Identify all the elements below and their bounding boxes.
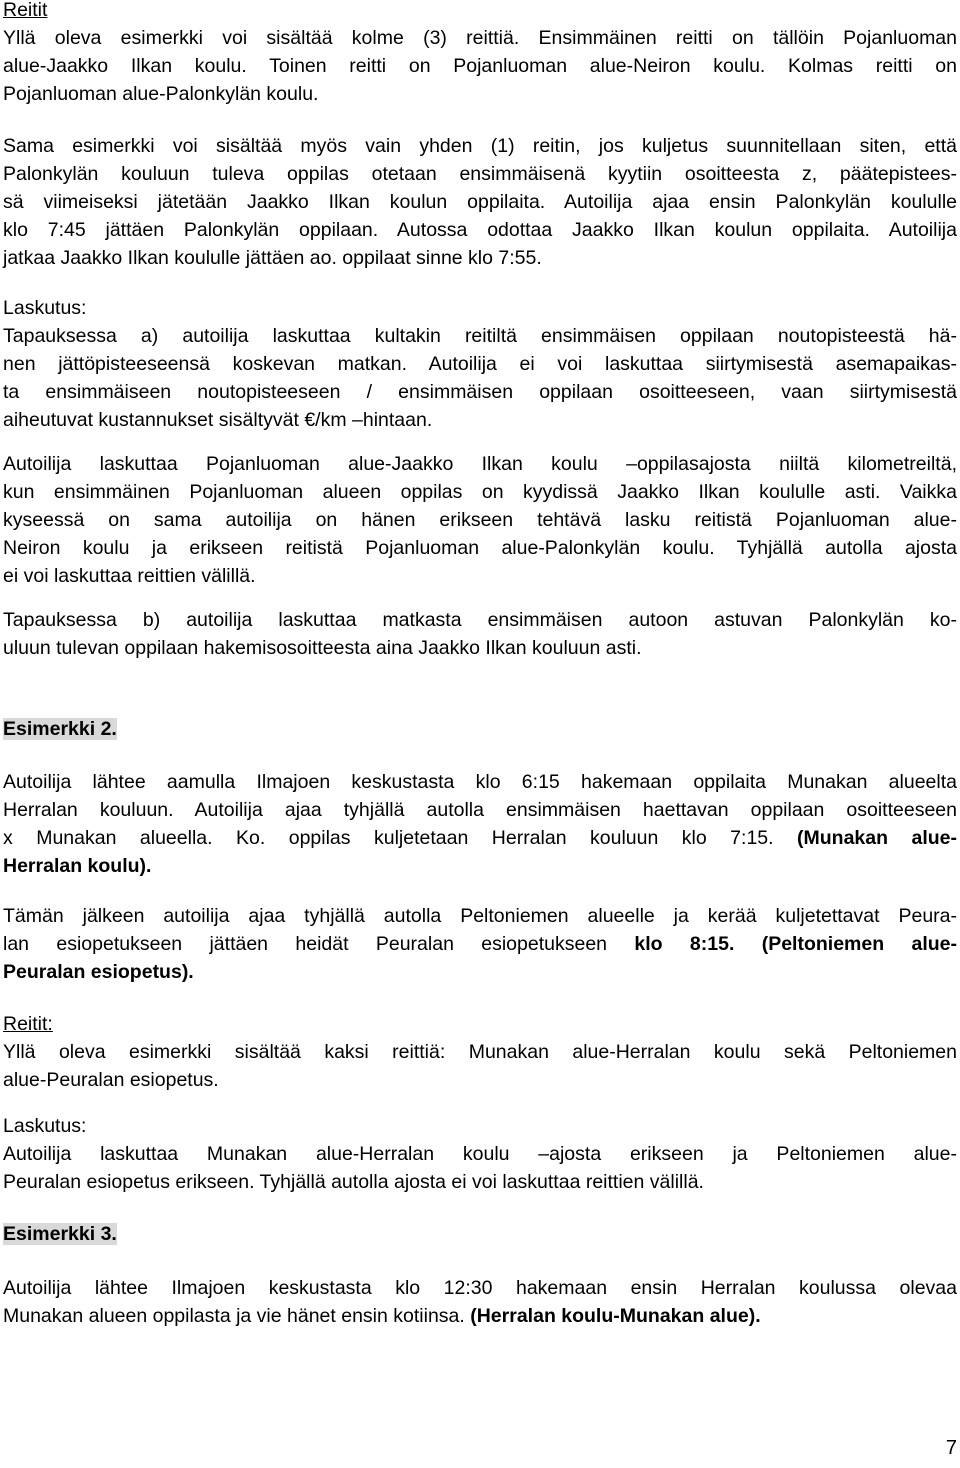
route-label-bold: Peuralan esiopetus). (3, 961, 194, 983)
paragraph-line: ei voi laskuttaa reittien välillä. (3, 565, 256, 587)
esimerkki-3-heading: Esimerkki 3. (3, 1223, 117, 1245)
paragraph-line: ta ensimmäiseen noutopisteeseen / ensimmäisen oppilaan osoitteeseen, vaan siirtymisestä (3, 381, 957, 403)
reitit-heading: Reitit (3, 0, 48, 21)
paragraph-line: Neiron koulu ja erikseen reitistä Pojanluoman alue-Palonkylän koulu. Tyhjällä autolla ajosta (3, 537, 957, 559)
laskutus-paragraph-3 (3, 606, 957, 662)
paragraph-line: kyseessä on sama autoilija on hänen erikseen tehtävä lasku reitistä Pojanluoman alue- (3, 509, 957, 531)
esimerkki-2-reitit (3, 1010, 957, 1094)
text-run: x Munakan alueella. Ko. oppilas kuljetetaan Herralan kouluun klo 7:15. (3, 827, 774, 849)
route-label-bold: (Herralan koulu-Munakan alue). (470, 1305, 761, 1327)
esimerkki-2-paragraph-2 (3, 902, 957, 986)
esimerkki-2-paragraph-1 (3, 768, 957, 880)
paragraph-line: Autoilija laskuttaa Pojanluoman alue-Jaakko Ilkan koulu –oppilasajosta niiltä kilometreiltä, (3, 453, 957, 475)
paragraph-line: alue-Jaakko Ilkan koulu. Toinen reitti on Pojanluoman alue-Neiron koulu. Kolmas reitti on (3, 55, 957, 77)
paragraph-line: Tapauksessa a) autoilija laskuttaa kultakin reitiltä ensimmäisen oppilaan noutopisteestä hä- (3, 325, 957, 347)
paragraph-line: Yllä oleva esimerkki sisältää kaksi reittiä: Munakan alue-Herralan koulu sekä Peltoniemen (3, 1041, 957, 1063)
paragraph-line: Autoilija lähtee Ilmajoen keskustasta klo 12:30 hakemaan ensin Herralan koulussa olevaa (3, 1277, 957, 1299)
route-label-bold: klo 8:15. (Peltoniemen alue- (634, 933, 958, 955)
paragraph-line: nen jättöpisteeseensä koskevan matkan. Autoilija ei voi laskuttaa siirtymisestä asemapaikas- (3, 353, 957, 375)
route-label-bold: (Munakan alue- (797, 827, 957, 849)
paragraph-line: Autoilija laskuttaa Munakan alue-Herralan koulu –ajosta erikseen ja Peltoniemen alue- (3, 1143, 957, 1165)
paragraph-line: sä viimeiseksi jätetään Jaakko Ilkan koulun oppilaita. Autoilija ajaa ensin Palonkylän koululle (3, 191, 957, 213)
esimerkki-2-laskutus (3, 1112, 957, 1196)
reitit-subheading: Reitit: (3, 1013, 53, 1035)
paragraph-line: kun ensimmäinen Pojanluoman alueen oppilas on kyydissä Jaakko Ilkan koululle asti. Vaikka (3, 481, 957, 503)
esimerkki-3-paragraph-1 (3, 1274, 957, 1330)
laskutus-section (3, 294, 957, 434)
text-run: Munakan alueen oppilasta ja vie hänet ensin kotiinsa. (3, 1305, 465, 1327)
paragraph-line: Tämän jälkeen autoilija ajaa tyhjällä autolla Peltoniemen alueelle ja kerää kuljetettavat Peura- (3, 905, 957, 927)
paragraph-line (3, 1302, 957, 1330)
paragraph-line: uluun tulevan oppilaan hakemisosoitteesta aina Jaakko Ilkan kouluun asti. (3, 637, 642, 659)
route-label-bold: Herralan koulu). (3, 855, 152, 877)
paragraph-line (3, 930, 957, 958)
paragraph-line: jatkaa Jaakko Ilkan koululle jättäen ao. oppilaat sinne klo 7:55. (3, 247, 542, 269)
paragraph-line (3, 824, 957, 852)
paragraph-line: Palonkylän kouluun tuleva oppilas otetaan ensimmäisenä kyytiin osoitteesta z, päätepistees- (3, 163, 957, 185)
laskutus-heading: Laskutus: (3, 297, 87, 319)
paragraph-line: aiheutuvat kustannukset sisältyvät €/km –hintaan. (3, 409, 433, 431)
paragraph-line: Tapauksessa b) autoilija laskuttaa matkasta ensimmäisen autoon astuvan Palonkylän ko- (3, 609, 957, 631)
esimerkki-3-heading-block (3, 1220, 957, 1248)
paragraph-line: Pojanluoman alue-Palonkylän koulu. (3, 83, 319, 105)
paragraph-line: Sama esimerkki voi sisältää myös vain yhden (1) reitin, jos kuljetus suunnitellaan siten, että (3, 135, 957, 157)
laskutus-subheading: Laskutus: (3, 1115, 87, 1137)
reitit-paragraph-2 (3, 132, 957, 272)
paragraph-line: Peuralan esiopetus erikseen. Tyhjällä autolla ajosta ei voi laskuttaa reittien välillä. (3, 1171, 704, 1193)
paragraph-line: Yllä oleva esimerkki voi sisältää kolme (3) reittiä. Ensimmäinen reitti on tällöin Pojanluoman (3, 27, 957, 49)
reitit-section (3, 0, 957, 108)
page-number: 7 (945, 1437, 957, 1459)
paragraph-line: Autoilija lähtee aamulla Ilmajoen keskustasta klo 6:15 hakemaan oppilaita Munakan alueelta (3, 771, 957, 793)
laskutus-paragraph-2 (3, 450, 957, 590)
text-run: lan esiopetukseen jättäen heidät Peuralan esiopetukseen (3, 933, 608, 955)
esimerkki-2-heading: Esimerkki 2. (3, 718, 117, 740)
paragraph-line: klo 7:45 jättäen Palonkylän oppilaan. Autossa odottaa Jaakko Ilkan koulun oppilaita. Autoilija (3, 219, 957, 241)
esimerkki-2-heading-block (3, 715, 957, 743)
paragraph-line: alue-Peuralan esiopetus. (3, 1069, 219, 1091)
paragraph-line: Herralan kouluun. Autoilija ajaa tyhjällä autolla ensimmäisen haettavan oppilaan osoitteeseen (3, 799, 957, 821)
